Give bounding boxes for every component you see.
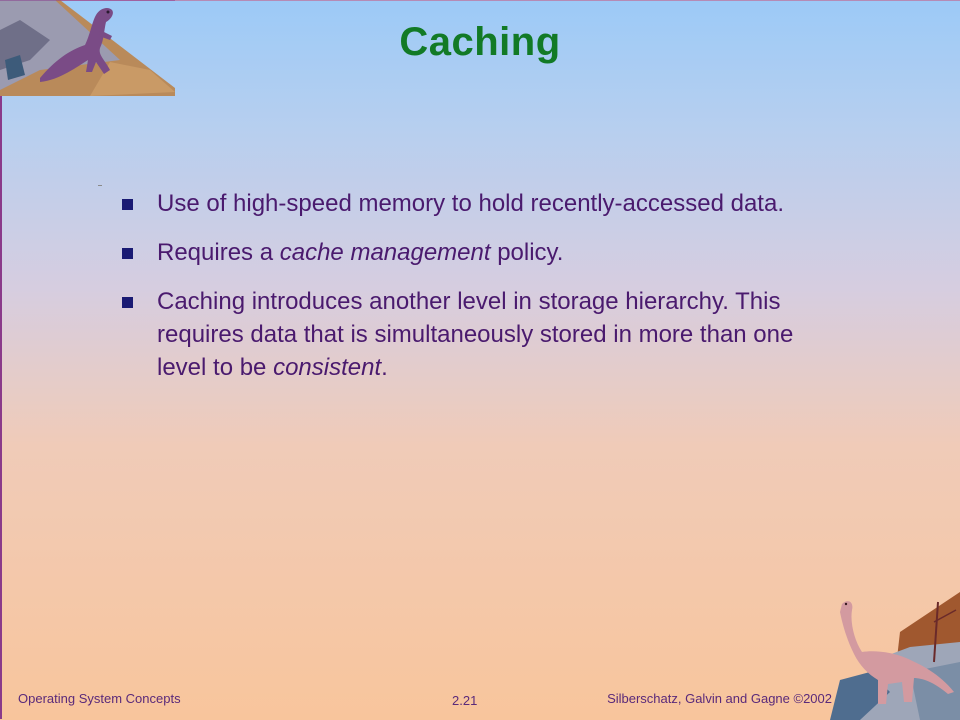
footer-course-title: Operating System Concepts (18, 691, 181, 706)
bullet-text: Use of high-speed memory to hold recently-accessed data. (157, 190, 784, 217)
footer-copyright: Silberschatz, Galvin and Gagne ©2002 (607, 691, 832, 706)
bullet-emphasis-text: cache management (279, 239, 491, 266)
bullet-marker-icon (122, 248, 133, 259)
slide-title: Caching (399, 20, 561, 64)
bullet-list (118, 187, 838, 400)
brontosaurus-dinosaur-icon (830, 592, 960, 720)
bullet-item (118, 187, 838, 220)
bullet-item (118, 236, 838, 269)
bullet-text: policy. (490, 239, 564, 266)
footer-slide-number: 2.21 (452, 693, 478, 708)
bullet-marker-icon (122, 199, 133, 210)
bullet-text: Requires a (157, 239, 280, 266)
bullet-text: Caching introduces another level in storage hierarchy. This requires data that is simultaneously stored in more than one level to be (157, 288, 794, 381)
bullet-item (118, 285, 838, 384)
stray-mark (98, 185, 102, 186)
bullet-emphasis-text: consistent (273, 354, 382, 381)
bullet-marker-icon (122, 297, 133, 308)
bullet-text: . (381, 354, 388, 381)
